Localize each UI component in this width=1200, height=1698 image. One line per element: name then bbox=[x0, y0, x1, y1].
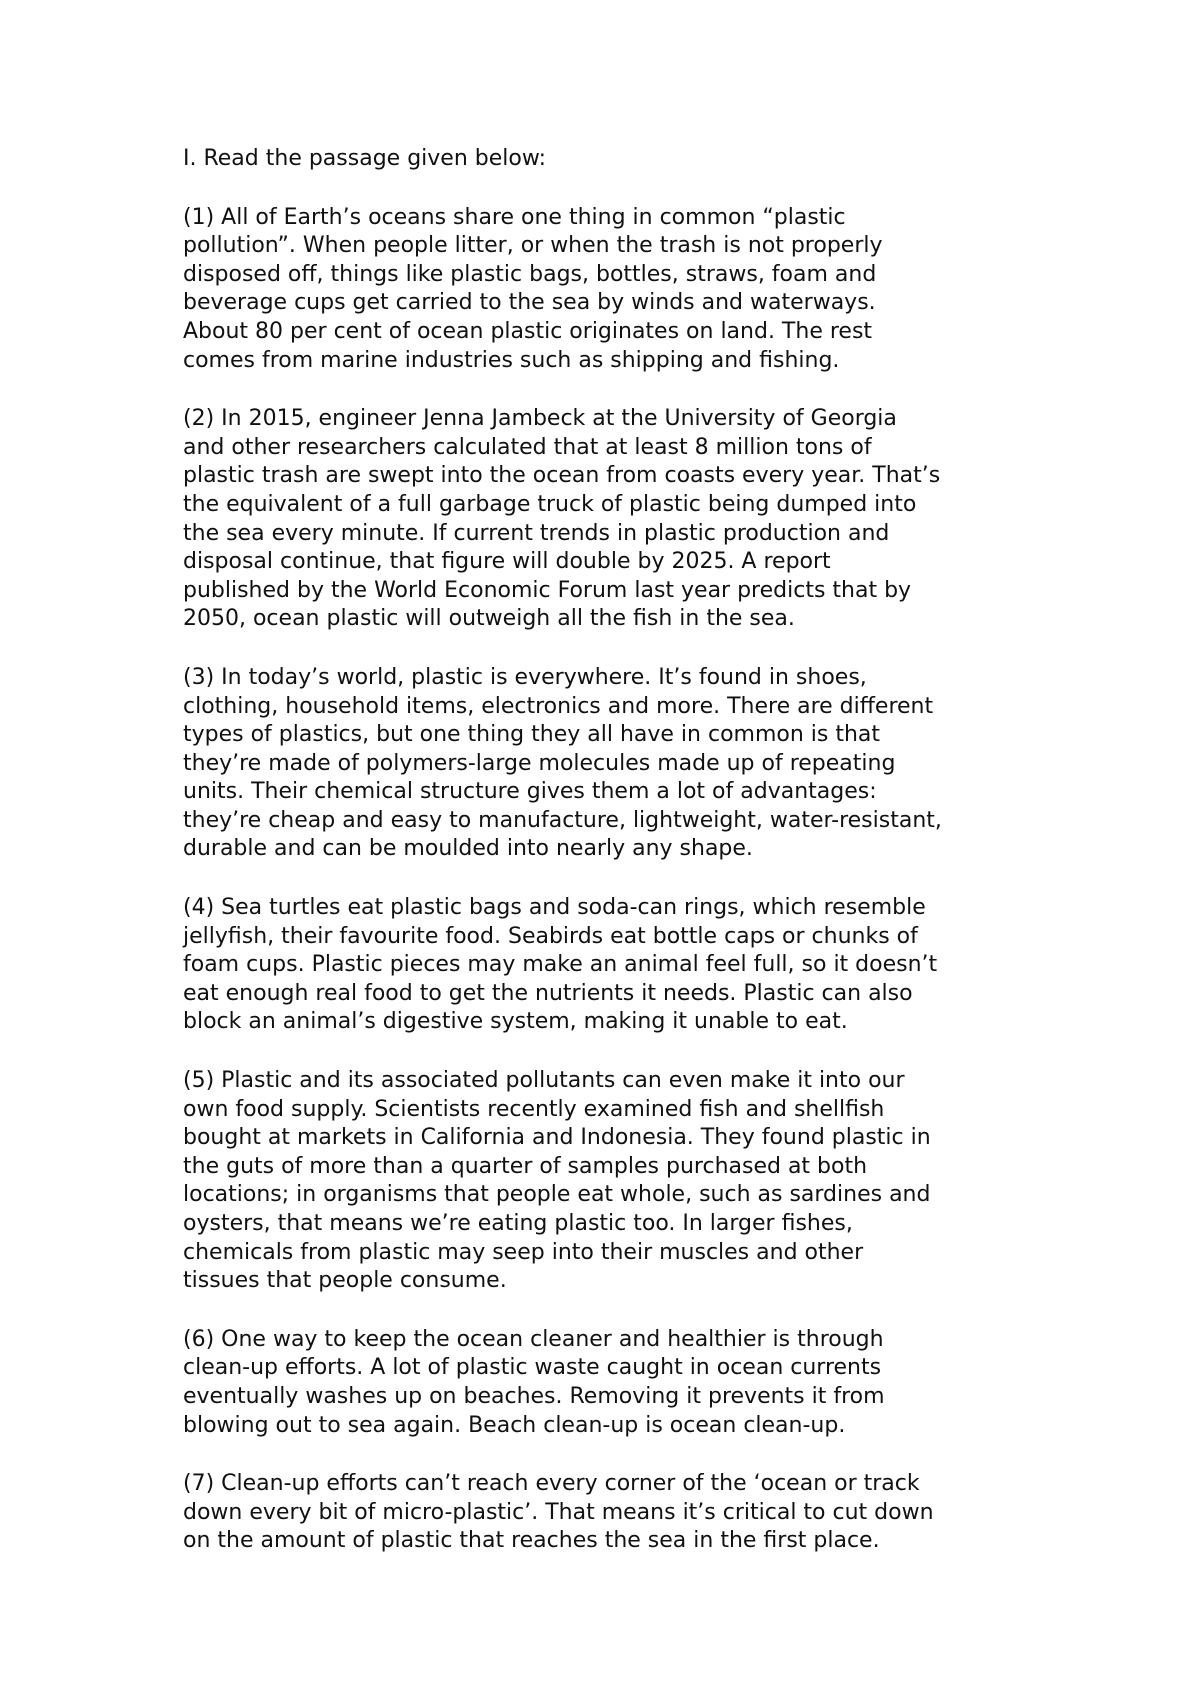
text-line: (7) Clean-up efforts can’t reach every corner of the ‘ocean or track bbox=[183, 1471, 920, 1497]
text-line: units. Their chemical structure gives them a lot of advantages: bbox=[183, 779, 877, 805]
text-line: durable and can be moulded into nearly any shape. bbox=[183, 836, 753, 862]
text-line: on the amount of plastic that reaches the sea in the first place. bbox=[183, 1528, 880, 1554]
paragraph-2 bbox=[183, 405, 1083, 634]
paragraph-3 bbox=[183, 664, 1083, 864]
text-line: types of plastics, but one thing they all have in common is that bbox=[183, 722, 881, 748]
paragraph-4 bbox=[183, 894, 1083, 1037]
text-line: clean-up efforts. A lot of plastic waste caught in ocean currents bbox=[183, 1355, 882, 1381]
text-line: disposed off, things like plastic bags, bottles, straws, foam and bbox=[183, 261, 877, 287]
paragraph-6 bbox=[183, 1326, 1083, 1440]
text-line: plastic trash are swept into the ocean from coasts every year. That’s bbox=[183, 463, 941, 489]
text-line: (6) One way to keep the ocean cleaner and healthier is through bbox=[183, 1326, 884, 1352]
text-line: they’re made of polymers-large molecules made up of repeating bbox=[183, 750, 896, 776]
text-line: the sea every minute. If current trends in plastic production and bbox=[183, 520, 890, 546]
text-line: own food supply. Scientists recently examined fish and shellfish bbox=[183, 1096, 885, 1122]
document-page bbox=[183, 145, 1083, 1586]
text-line: oysters, that means we’re eating plastic too. In larger fishes, bbox=[183, 1211, 853, 1236]
text-line: (2) In 2015, engineer Jenna Jambeck at the University of Georgia bbox=[183, 406, 897, 432]
text-line: block an animal’s digestive system, making it unable to eat. bbox=[183, 1009, 848, 1035]
text-line: beverage cups get carried to the sea by winds and waterways. bbox=[183, 290, 876, 316]
paragraph-5 bbox=[183, 1067, 1083, 1296]
text-line: (1) All of Earth’s oceans share one thing in common “plastic bbox=[183, 204, 846, 230]
text-line: published by the World Economic Forum last year predicts that by bbox=[183, 577, 912, 603]
paragraph-7 bbox=[183, 1470, 1083, 1556]
text-line: eat enough real food to get the nutrients it needs. Plastic can also bbox=[183, 980, 913, 1006]
text-line: pollution”. When people litter, or when the trash is not properly bbox=[183, 233, 883, 259]
text-line: foam cups. Plastic pieces may make an animal feel full, so it doesn’t bbox=[183, 952, 938, 978]
instruction-heading: I. Read the passage given below: bbox=[183, 146, 547, 171]
text-line: eventually washes up on beaches. Removing it prevents it from bbox=[183, 1383, 885, 1409]
text-line: blowing out to sea again. Beach clean-up is ocean clean-up. bbox=[183, 1412, 846, 1438]
paragraph-1 bbox=[183, 204, 1083, 376]
text-line: 2050, ocean plastic will outweigh all the fish in the sea. bbox=[183, 606, 795, 632]
text-line: bought at markets in California and Indonesia. They found plastic in bbox=[183, 1125, 931, 1151]
text-line: they’re cheap and easy to manufacture, lightweight, water-resistant, bbox=[183, 807, 942, 833]
text-line: and other researchers calculated that at least 8 million tons of bbox=[183, 434, 872, 460]
text-line: clothing, household items, electronics and more. There are different bbox=[183, 693, 934, 719]
text-line: jellyfish, their favourite food. Seabirds eat bottle caps or chunks of bbox=[183, 923, 918, 949]
text-line: About 80 per cent of ocean plastic originates on land. The rest bbox=[183, 318, 873, 344]
text-line: the equivalent of a full garbage truck of plastic being dumped into bbox=[183, 491, 917, 517]
text-line: disposal continue, that figure will double by 2025. A report bbox=[183, 549, 831, 575]
text-line: (4) Sea turtles eat plastic bags and soda-can rings, which resemble bbox=[183, 895, 926, 921]
text-line: (3) In today’s world, plastic is everywhere. It’s found in shoes, bbox=[183, 664, 867, 690]
text-line: the guts of more than a quarter of samples purchased at both bbox=[183, 1153, 868, 1179]
text-line: comes from marine industries such as shipping and fishing. bbox=[183, 347, 840, 373]
text-line: chemicals from plastic may seep into their muscles and other bbox=[183, 1239, 864, 1265]
text-line: (5) Plastic and its associated pollutants can even make it into our bbox=[183, 1068, 905, 1094]
text-line: down every bit of micro-plastic’. That means it’s critical to cut down bbox=[183, 1499, 934, 1525]
text-line: tissues that people consume. bbox=[183, 1268, 507, 1294]
text-line: locations; in organisms that people eat whole, such as sardines and bbox=[183, 1182, 931, 1208]
